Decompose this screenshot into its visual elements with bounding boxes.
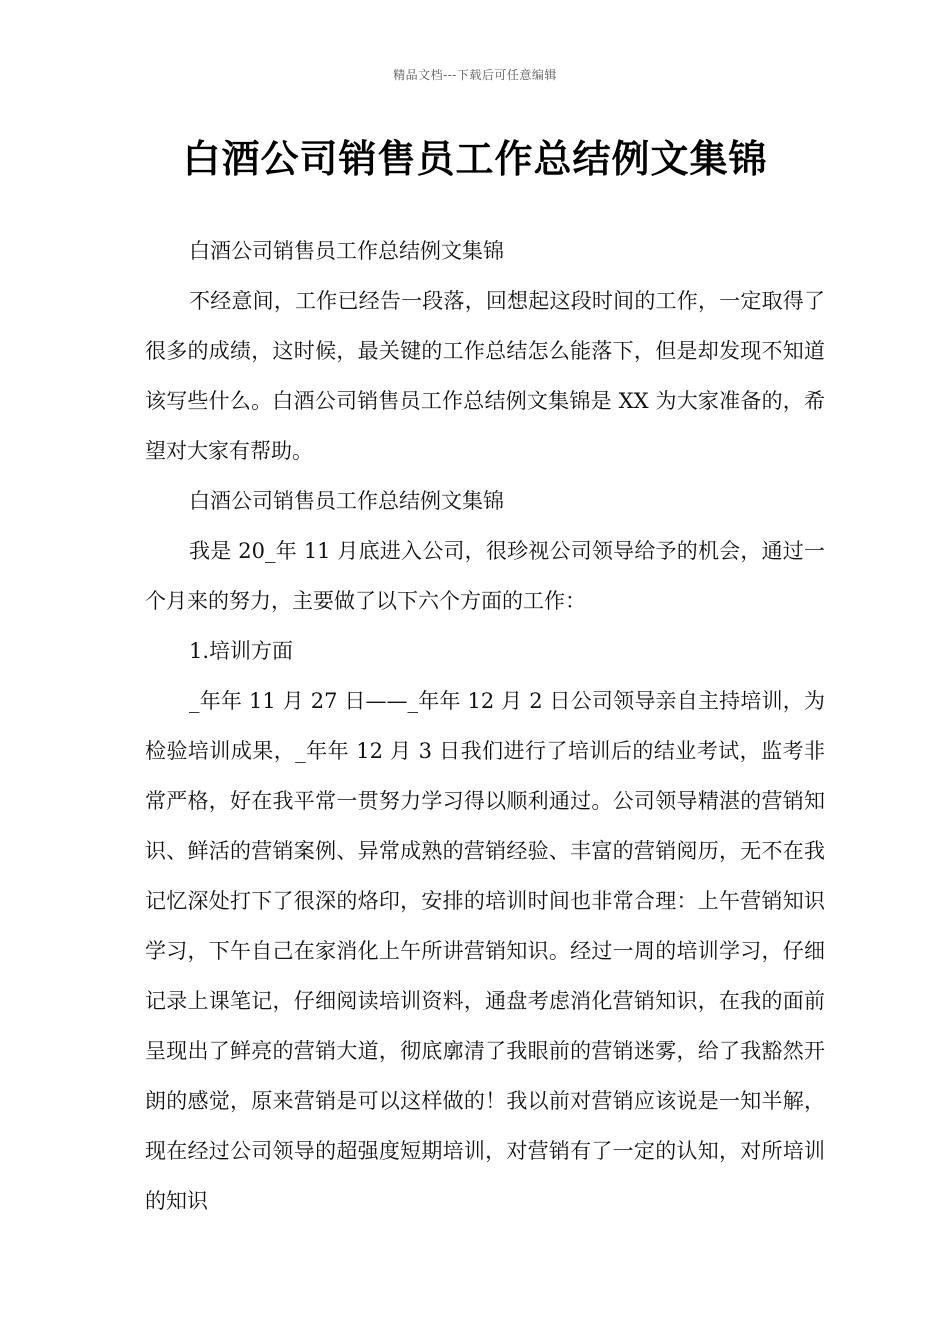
paragraph-subtitle-repeat: 白酒公司销售员工作总结例文集锦 [189, 489, 504, 513]
paragraph-overview: 我是 20_年 11 月底进入公司，很珍视公司领导给予的机会，通过一个月来的努力，主要做了以下六个方面的工作： [145, 539, 825, 613]
paragraph-intro: 不经意间，工作已经告一段落，回想起这段时间的工作，一定取得了很多的成绩，这时候，最关键的工作总结怎么能落下，但是却发现不知道该写些什么。白酒公司销售员工作总结例文集锦是 XX 为大家准备的，希望对大家有帮助。 [145, 289, 825, 463]
section-heading-training: 1.培训方面 [189, 639, 294, 663]
document-title: 白酒公司销售员工作总结例文集锦 [182, 137, 768, 181]
paragraph-subtitle: 白酒公司销售员工作总结例文集锦 [189, 239, 504, 263]
paragraph-training: _年年 11 月 27 日——_年年 12 月 2 日公司领导亲自主持培训，为检验培训成果，_年年 12 月 3 日我们进行了培训后的结业考试，监考非常严格，好在我平常一贯努力学习得以顺利通过。公司领导精湛的营销知识、鲜活的营销案例、异常成熟的营销经验、丰富的营销阅历，无不在我记忆深处打下了很深的烙印，安排的培训时间也非常合理：上午营销知识学习，下午自己在家消化上午所讲营销知识。经过一周的培训学习，仔细记录上课笔记，仔细阅读培训资料，通盘考虑消化营销知识，在我的面前呈现出了鲜亮的营销大道，彻底廓清了我眼前的营销迷雾，给了我豁然开朗的感觉，原来营销是可以这样做的！我以前对营销应该说是一知半解，现在经过公司领导的超强度短期培训，对营销有了一定的认知，对所培训的知识 [145, 689, 825, 1213]
document-body [145, 226, 825, 1226]
page-header-note: 精品文档---下载后可任意编辑 [393, 68, 557, 82]
